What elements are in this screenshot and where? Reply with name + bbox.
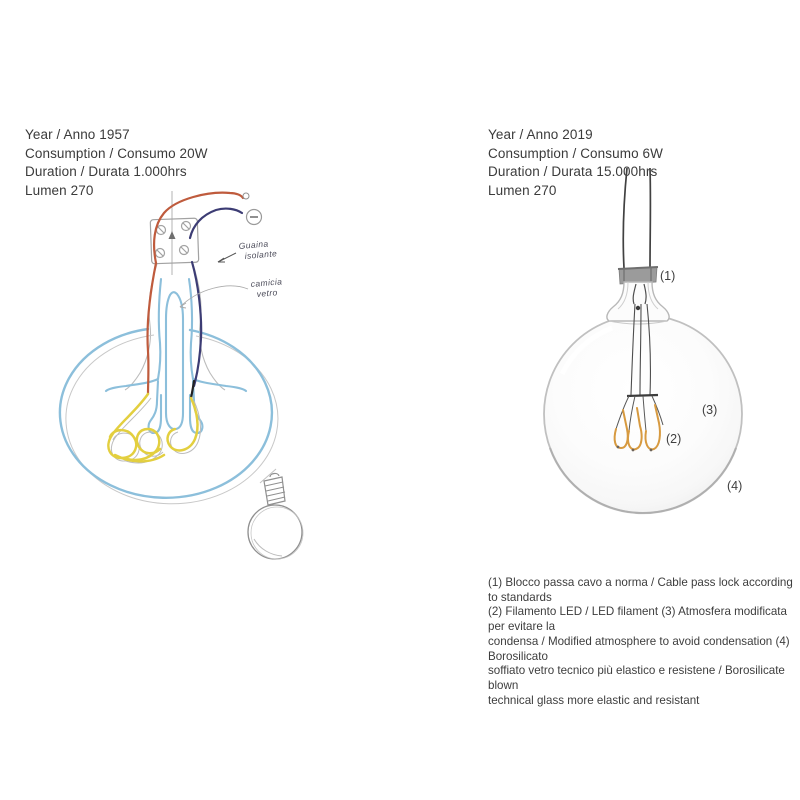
caption-line-2: (2) Filamento LED / LED filament (3) Atmosfera modificata per evitare la bbox=[488, 605, 787, 634]
spec-lumen-1957: Lumen 270 bbox=[25, 182, 94, 198]
suspension-cables bbox=[623, 168, 650, 268]
small-bulb-doodle bbox=[248, 469, 303, 559]
part-label-4: (4) bbox=[727, 479, 743, 493]
annotation-camicia-text: camicia bbox=[250, 276, 283, 289]
caption-line-5: technical glass more elastic and resistant bbox=[488, 693, 700, 707]
filament-coil-sketch bbox=[108, 394, 197, 461]
caption-line-4: soffiato vetro tecnico più elastico e resistene / Borosilicate blown bbox=[488, 664, 785, 692]
glass-bell-neck bbox=[607, 282, 669, 324]
minus-terminal-sketch bbox=[247, 210, 262, 225]
wire-hook-sketch bbox=[243, 193, 249, 199]
spec-duration-2019: Duration / Durata 15.000hrs bbox=[488, 164, 658, 179]
part-label-3: (3) bbox=[702, 403, 718, 417]
filament-crossbar bbox=[627, 395, 658, 396]
annotation-isolante-text: isolante bbox=[244, 248, 278, 261]
red-wire-sketch bbox=[147, 193, 243, 394]
annotation-guaina-isolante bbox=[218, 238, 278, 262]
part-label-1: (1) bbox=[660, 269, 676, 283]
caption-line-1: (1) Blocco passa cavo a norma / Cable pass lock according to standards bbox=[488, 576, 793, 604]
bulb-neck-pencil bbox=[125, 264, 225, 390]
spec-duration-1957: Duration / Durata 1.000hrs bbox=[25, 164, 187, 179]
spec-consumption-1957: Consumption / Consumo 20W bbox=[25, 145, 208, 161]
spec-year-2019: Year / Anno 2019 bbox=[488, 127, 593, 142]
annotation-vetro-text: vetro bbox=[256, 287, 279, 299]
caption-line-3: condensa / Modified atmosphere to avoid condensation (4) Borosilicato bbox=[488, 634, 790, 663]
led-bulb-photo-svg bbox=[520, 168, 790, 563]
led-bulb-photo bbox=[520, 168, 790, 563]
annotation-guaina-text: Guaina bbox=[238, 238, 269, 251]
wire-knot bbox=[636, 306, 640, 310]
center-arrow bbox=[169, 231, 176, 239]
part-label-2: (2) bbox=[666, 432, 682, 446]
spec-consumption-2019: Consumption / Consumo 6W bbox=[488, 145, 663, 161]
glass-jacket-sketch bbox=[106, 279, 246, 433]
parts-caption bbox=[488, 576, 800, 708]
spec-lumen-2019: Lumen 270 bbox=[488, 182, 557, 198]
vintage-bulb-sketch-svg bbox=[30, 183, 330, 593]
spec-year-1957: Year / Anno 1957 bbox=[25, 127, 130, 142]
vintage-bulb-sketch bbox=[30, 183, 330, 593]
